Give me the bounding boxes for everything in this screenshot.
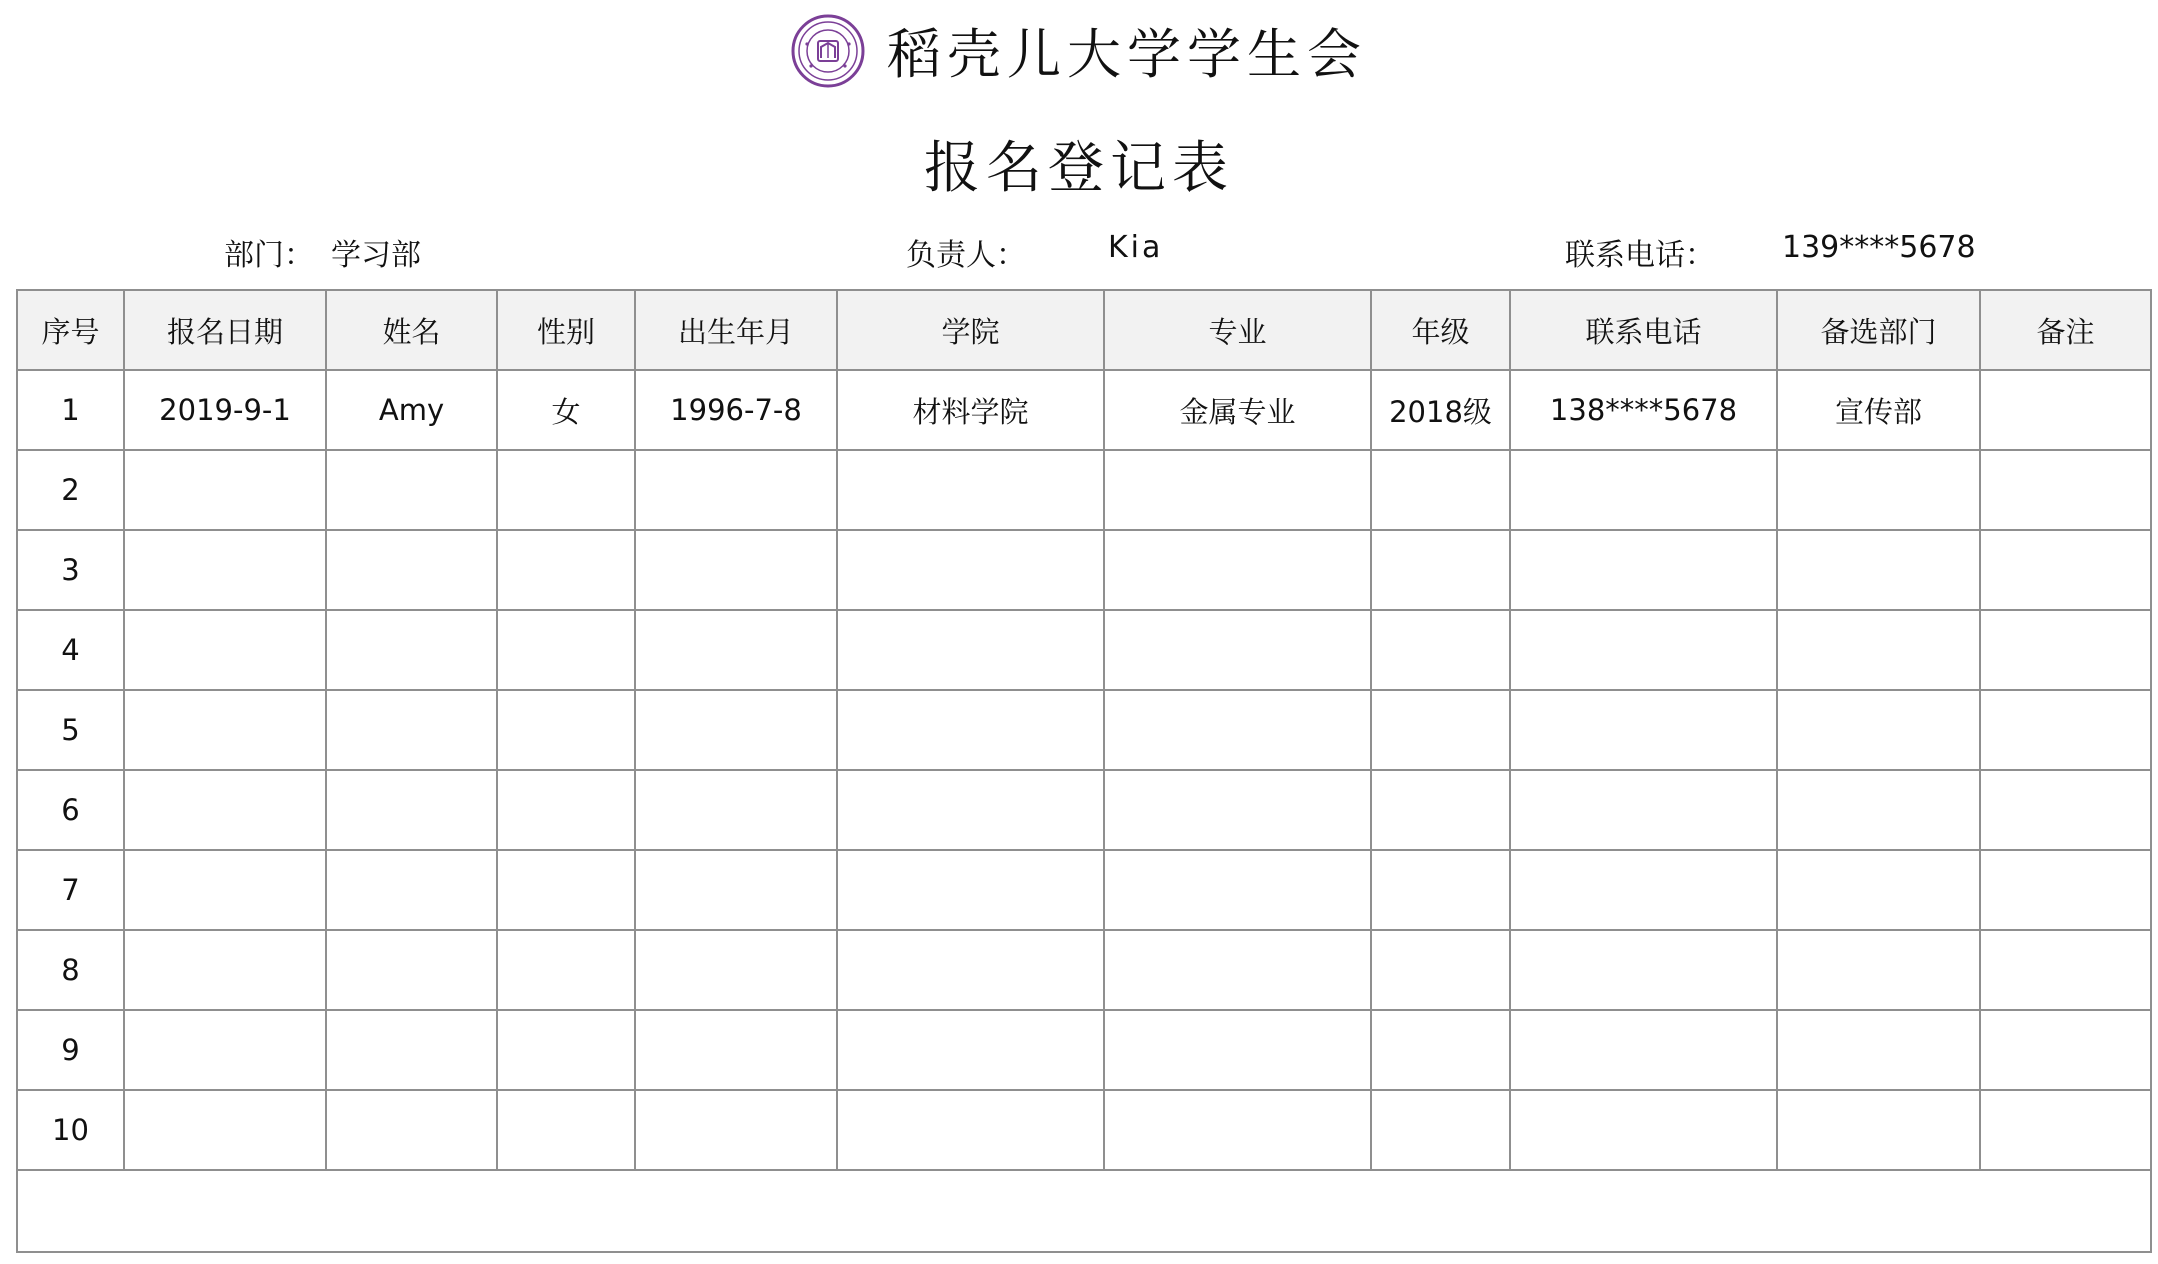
- cell-name[interactable]: [326, 610, 497, 690]
- cell-major[interactable]: [1104, 450, 1371, 530]
- cell-remarks[interactable]: [1980, 1090, 2151, 1170]
- cell-index[interactable]: 10: [17, 1090, 124, 1170]
- cell-remarks[interactable]: [1980, 1010, 2151, 1090]
- header-cell-major: 专业: [1104, 290, 1371, 370]
- cell-alternate-department[interactable]: [1777, 1010, 1980, 1090]
- cell-grade[interactable]: [1371, 770, 1510, 850]
- cell-registration-date[interactable]: [124, 530, 326, 610]
- header-cell-phone: 联系电话: [1510, 290, 1777, 370]
- cell-name[interactable]: [326, 450, 497, 530]
- cell-grade[interactable]: 2018级: [1371, 370, 1510, 450]
- cell-alternate-department[interactable]: [1777, 930, 1980, 1010]
- table-row: [17, 1090, 2151, 1170]
- cell-index[interactable]: 5: [17, 690, 124, 770]
- cell-birth-date[interactable]: [635, 610, 837, 690]
- cell-name[interactable]: [326, 1010, 497, 1090]
- cell-phone[interactable]: [1510, 770, 1777, 850]
- cell-gender[interactable]: 女: [497, 370, 635, 450]
- cell-alternate-department[interactable]: 宣传部: [1777, 370, 1980, 450]
- form-title: 报名登记表: [924, 136, 1234, 201]
- cell-birth-date[interactable]: [635, 850, 837, 930]
- cell-grade[interactable]: [1371, 850, 1510, 930]
- cell-index[interactable]: 4: [17, 610, 124, 690]
- cell-major[interactable]: [1104, 530, 1371, 610]
- cell-phone[interactable]: [1510, 930, 1777, 1010]
- cell-remarks[interactable]: [1980, 690, 2151, 770]
- cell-major[interactable]: [1104, 770, 1371, 850]
- cell-gender[interactable]: [497, 1090, 635, 1170]
- cell-registration-date[interactable]: 2019-9-1: [124, 370, 326, 450]
- cell-birth-date[interactable]: [635, 1090, 837, 1170]
- registration-table: [16, 289, 2152, 1253]
- cell-registration-date[interactable]: [124, 610, 326, 690]
- header-cell-college: 学院: [837, 290, 1104, 370]
- cell-grade[interactable]: [1371, 690, 1510, 770]
- phone-label: 联系电话：: [1565, 238, 1715, 273]
- cell-alternate-department[interactable]: [1777, 610, 1980, 690]
- cell-name[interactable]: [326, 930, 497, 1010]
- cell-birth-date[interactable]: [635, 450, 837, 530]
- cell-remarks[interactable]: [1980, 530, 2151, 610]
- cell-registration-date[interactable]: [124, 930, 326, 1010]
- cell-phone[interactable]: [1510, 1010, 1777, 1090]
- cell-remarks[interactable]: [1980, 930, 2151, 1010]
- cell-registration-date[interactable]: [124, 770, 326, 850]
- cell-registration-date[interactable]: [124, 1010, 326, 1090]
- university-seal-icon: [791, 14, 865, 88]
- cell-name[interactable]: [326, 530, 497, 610]
- phone-value: 139****5678: [1782, 230, 1976, 265]
- cell-registration-date[interactable]: [124, 450, 326, 530]
- cell-birth-date[interactable]: 1996-7-8: [635, 370, 837, 450]
- cell-phone[interactable]: [1510, 530, 1777, 610]
- cell-phone[interactable]: [1510, 1090, 1777, 1170]
- cell-gender[interactable]: [497, 610, 635, 690]
- header-cell-name: 姓名: [326, 290, 497, 370]
- cell-remarks[interactable]: [1980, 370, 2151, 450]
- cell-phone[interactable]: [1510, 850, 1777, 930]
- cell-index[interactable]: 9: [17, 1010, 124, 1090]
- cell-alternate-department[interactable]: [1777, 850, 1980, 930]
- cell-major[interactable]: [1104, 930, 1371, 1010]
- cell-remarks[interactable]: [1980, 610, 2151, 690]
- cell-registration-date[interactable]: [124, 1090, 326, 1170]
- cell-major[interactable]: 金属专业: [1104, 370, 1371, 450]
- header-cell-gender: 性别: [497, 290, 635, 370]
- cell-gender[interactable]: [497, 1010, 635, 1090]
- header-cell-alternate-department: 备选部门: [1777, 290, 1980, 370]
- cell-grade[interactable]: [1371, 1090, 1510, 1170]
- cell-birth-date[interactable]: [635, 690, 837, 770]
- cell-college[interactable]: [837, 690, 1104, 770]
- organization-header: [0, 12, 2158, 89]
- cell-grade[interactable]: [1371, 1010, 1510, 1090]
- form-meta-row: [0, 230, 2158, 273]
- cell-alternate-department[interactable]: [1777, 530, 1980, 610]
- owner-value: Kia: [1108, 230, 1164, 265]
- table-row: [17, 450, 2151, 530]
- header-cell-birth-date: 出生年月: [635, 290, 837, 370]
- cell-birth-date[interactable]: [635, 530, 837, 610]
- cell-gender[interactable]: [497, 450, 635, 530]
- cell-birth-date[interactable]: [635, 930, 837, 1010]
- cell-name[interactable]: [326, 1090, 497, 1170]
- header-cell-grade: 年级: [1371, 290, 1510, 370]
- table-row: [17, 1010, 2151, 1090]
- cell-index[interactable]: 8: [17, 930, 124, 1010]
- table-row: [17, 770, 2151, 850]
- cell-alternate-department[interactable]: [1777, 770, 1980, 850]
- cell-remarks[interactable]: [1980, 770, 2151, 850]
- cell-grade[interactable]: [1371, 450, 1510, 530]
- cell-index[interactable]: 1: [17, 370, 124, 450]
- header-cell-remarks: 备注: [1980, 290, 2151, 370]
- cell-index[interactable]: 2: [17, 450, 124, 530]
- table-footer-cell: [17, 1170, 2151, 1252]
- cell-major[interactable]: [1104, 1090, 1371, 1170]
- cell-gender[interactable]: [497, 690, 635, 770]
- cell-index[interactable]: 6: [17, 770, 124, 850]
- table-footer-row: [17, 1170, 2151, 1252]
- cell-index[interactable]: 3: [17, 530, 124, 610]
- cell-birth-date[interactable]: [635, 770, 837, 850]
- cell-gender[interactable]: [497, 530, 635, 610]
- table-row: [17, 370, 2151, 450]
- cell-index[interactable]: 7: [17, 850, 124, 930]
- cell-remarks[interactable]: [1980, 850, 2151, 930]
- table-body: [17, 370, 2151, 1170]
- cell-phone[interactable]: [1510, 690, 1777, 770]
- cell-college[interactable]: [837, 770, 1104, 850]
- organization-name: 稻壳儿大学学生会: [887, 23, 1367, 86]
- cell-major[interactable]: [1104, 850, 1371, 930]
- cell-phone[interactable]: [1510, 450, 1777, 530]
- cell-grade[interactable]: [1371, 610, 1510, 690]
- table-row: [17, 530, 2151, 610]
- cell-college[interactable]: [837, 1010, 1104, 1090]
- cell-college[interactable]: [837, 530, 1104, 610]
- cell-remarks[interactable]: [1980, 450, 2151, 530]
- cell-college[interactable]: [837, 610, 1104, 690]
- cell-phone[interactable]: 138****5678: [1510, 370, 1777, 450]
- cell-birth-date[interactable]: [635, 1010, 837, 1090]
- table-row: [17, 690, 2151, 770]
- cell-gender[interactable]: [497, 770, 635, 850]
- owner-label: 负责人：: [906, 238, 1026, 273]
- table-row: [17, 610, 2151, 690]
- cell-college[interactable]: [837, 1090, 1104, 1170]
- cell-registration-date[interactable]: [124, 850, 326, 930]
- cell-grade[interactable]: [1371, 530, 1510, 610]
- cell-major[interactable]: [1104, 610, 1371, 690]
- cell-alternate-department[interactable]: [1777, 690, 1980, 770]
- cell-gender[interactable]: [497, 850, 635, 930]
- cell-college[interactable]: [837, 930, 1104, 1010]
- cell-gender[interactable]: [497, 930, 635, 1010]
- cell-phone[interactable]: [1510, 610, 1777, 690]
- cell-major[interactable]: [1104, 1010, 1371, 1090]
- cell-name[interactable]: [326, 770, 497, 850]
- cell-college[interactable]: [837, 850, 1104, 930]
- table-row: [17, 930, 2151, 1010]
- header-cell-index: 序号: [17, 290, 124, 370]
- cell-major[interactable]: [1104, 690, 1371, 770]
- cell-name[interactable]: [326, 690, 497, 770]
- organization-header-inner: [791, 12, 1367, 89]
- cell-grade[interactable]: [1371, 930, 1510, 1010]
- cell-alternate-department[interactable]: [1777, 450, 1980, 530]
- department-label: 部门：: [224, 238, 314, 273]
- cell-alternate-department[interactable]: [1777, 1090, 1980, 1170]
- cell-registration-date[interactable]: [124, 690, 326, 770]
- table-header-row: [17, 290, 2151, 370]
- table-row: [17, 850, 2151, 930]
- department-value: 学习部: [331, 238, 421, 273]
- cell-college[interactable]: [837, 450, 1104, 530]
- header-cell-registration-date: 报名日期: [124, 290, 326, 370]
- cell-college[interactable]: 材料学院: [837, 370, 1104, 450]
- cell-name[interactable]: Amy: [326, 370, 497, 450]
- cell-name[interactable]: [326, 850, 497, 930]
